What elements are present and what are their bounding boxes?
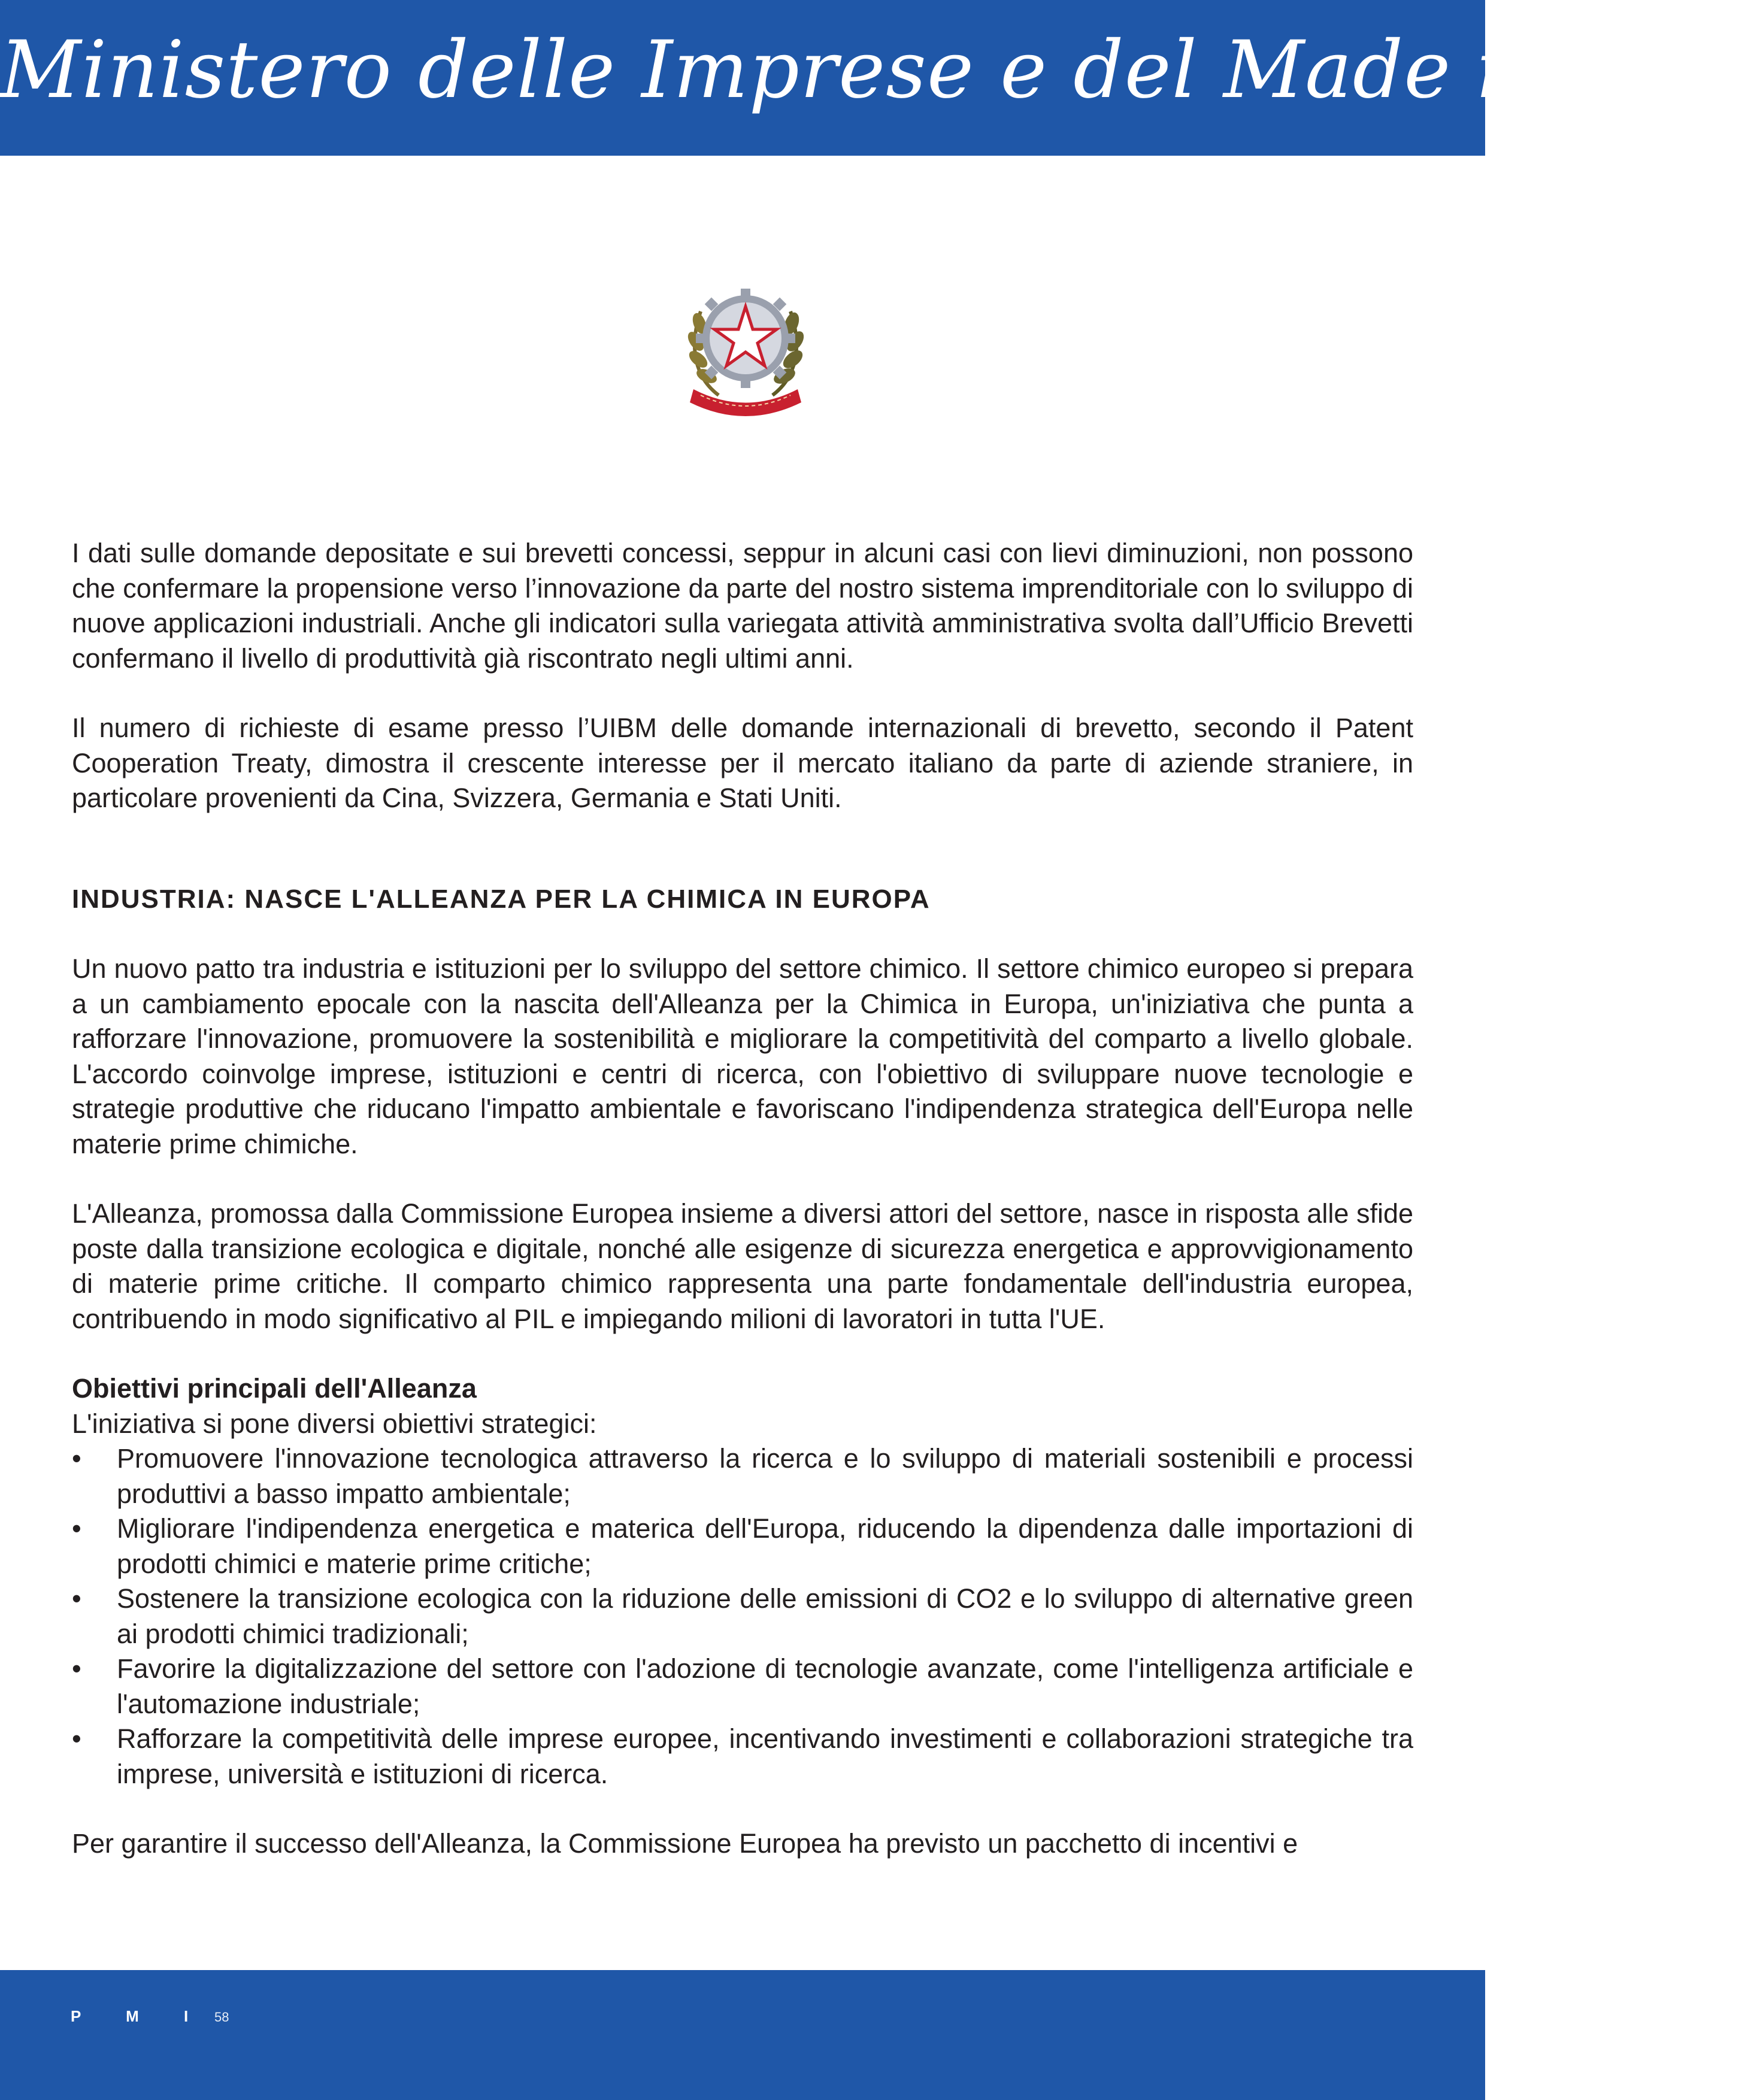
section-paragraph-1: Un nuovo patto tra industria e istituzioni per lo sviluppo del settore chimico. Il settore chimico europeo si prepara a un cambiamento epocale con la nascita dell'Alleanza per la Chimica in Europa, un'iniziativa che punta a rafforzare l'innovazione, promuovere la sostenibilità e migliorare la competitività del comparto a livello globale. L'accordo coinvolge imprese, istituzioni e centri di ricerca, con l'obiettivo di sviluppare nuove tecnologie e strategie produttive che riducano l'impatto ambientale e favoriscano l'indipendenza strategica dell'Europa nelle materie prime chimiche. [72,953,1413,1159]
intro-paragraph-1: I dati sulle domande depositate e sui brevetti concessi, seppur in alcuni casi con lievi diminuzioni, non possono che confermare la propensione verso l’innovazione da parte del nostro sistema imprenditoriale con lo sviluppo di nuove applicazioni industriali. Anche gli indicatori sulla variegata attività amministrativa svolta dall’Ufficio Brevetti confermano il livello di produttività già riscontrato negli ultimi anni. [72,538,1413,674]
bullet-icon: • [72,1583,81,1614]
section-heading: INDUSTRIA: NASCE L'ALLEANZA PER LA CHIMICA IN EUROPA [72,884,931,914]
list-item [72,1651,1413,1722]
list-item-text: Sostenere la transizione ecologica con la riduzione delle emissioni di CO2 e lo sviluppo di alternative green ai prodotti chimici tradizionali; [117,1583,1413,1649]
page-number: 58 [214,2010,229,2025]
list-item [72,1722,1413,1792]
bullet-icon: • [72,1443,81,1474]
objectives-list [72,1441,1413,1792]
bullet-icon: • [72,1513,81,1544]
list-item [72,1441,1413,1511]
bullet-icon: • [72,1723,81,1754]
objectives-heading: Obiettivi principali dell'Alleanza [72,1373,477,1404]
italian-republic-emblem-icon [683,275,808,419]
section-paragraph-2: L'Alleanza, promossa dalla Commissione Europea insieme a diversi attori del settore, nasce in risposta alle sfide poste dalla transizione ecologica e digitale, nonché alle esigenze di sicurezza energetica e approvvigionamento di materie prime critiche. Il comparto chimico rappresenta una parte fondamentale dell'industria europea, contribuendo in modo significativo al PIL e impiegando milioni di lavoratori in tutta l'UE. [72,1198,1413,1334]
list-item-text: Migliorare l'indipendenza energetica e materica dell'Europa, riducendo la dipendenza dalle importazioni di prodotti chimici e materie prime critiche; [117,1513,1413,1579]
footer-brand: P M I [71,2007,209,2025]
list-item-text: Favorire la digitalizzazione del settore con l'adozione di tecnologie avanzate, come l'intelligenza artificiale e l'automazione industriale; [117,1653,1413,1719]
intro-paragraph-2: Il numero di richieste di esame presso l’UIBM delle domande internazionali di brevetto, secondo il Patent Cooperation Treaty, dimostra il crescente interesse per il mercato italiano da parte di aziende straniere, in particolare provenienti da Cina, Svizzera, Germania e Stati Uniti. [72,713,1413,813]
bullet-icon: • [72,1653,81,1684]
list-item [72,1511,1413,1581]
footer-band [0,1970,1485,2100]
objectives-intro: L'iniziativa si pone diversi obiettivi strategici: [72,1408,597,1439]
closing-paragraph: Per garantire il successo dell'Alleanza, la Commissione Europea ha previsto un pacchetto di incentivi e [72,1828,1298,1859]
list-item-text: Promuovere l'innovazione tecnologica attraverso la ricerca e lo sviluppo di materiali sostenibili e processi produttivi a basso impatto ambientale; [117,1443,1413,1509]
document-body [72,536,1413,1862]
ministry-title: Ministero delle Imprese e del Made in Italy [0,24,1763,116]
list-item [72,1581,1413,1651]
list-item-text: Rafforzare la competitività delle imprese europee, incentivando investimenti e collaborazioni strategiche tra imprese, università e istituzioni di ricerca. [117,1723,1413,1789]
